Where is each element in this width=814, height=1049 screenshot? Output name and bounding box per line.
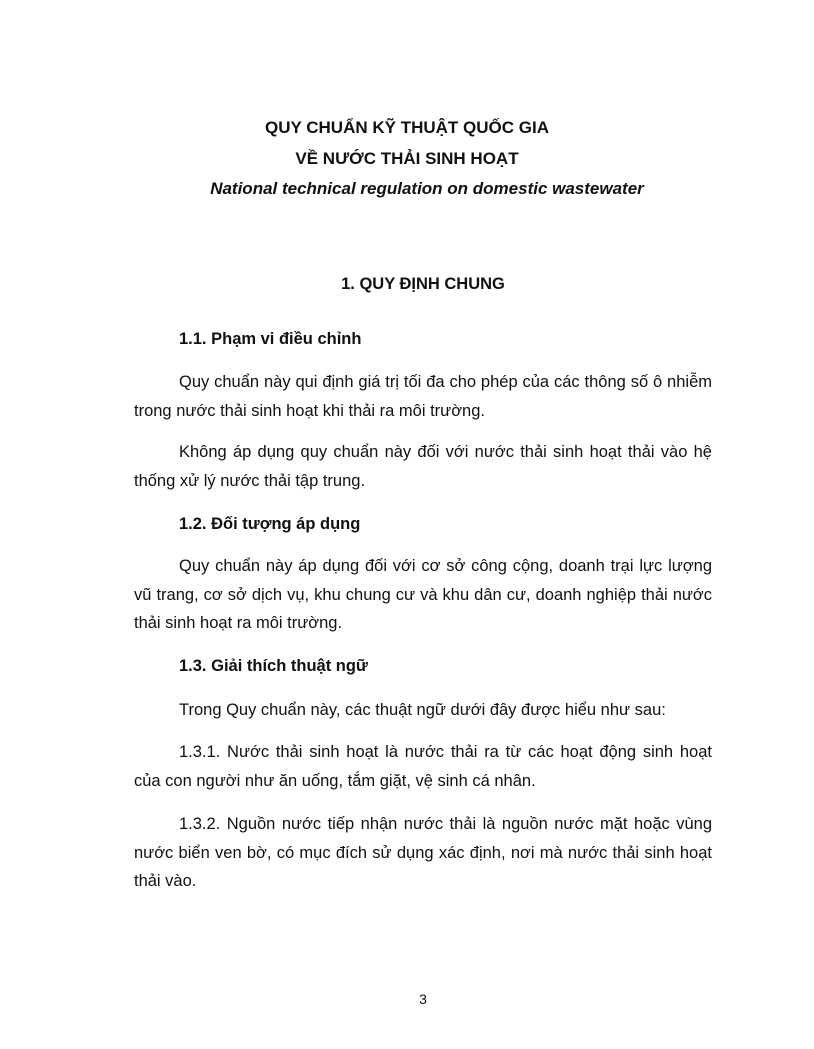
document-title-line2: VỀ NƯỚC THẢI SINH HOẠT [295, 149, 519, 168]
paragraph-1-1-a: Quy chuẩn này qui định giá trị tối đa cho phép của các thông số ô nhiễm trong nước thải sinh hoạt khi thải ra môi trường. [134, 373, 712, 420]
paragraph-1-2: Quy chuẩn này áp dụng đối với cơ sở công cộng, doanh trại lực lượng vũ trang, cơ sở dịch vụ, khu chung cư và khu dân cư, doanh nghiệp thải nước thải sinh hoạt ra môi trường. [134, 557, 712, 632]
page-number: 3 [419, 991, 427, 1007]
document-title-line1: QUY CHUẨN KỸ THUẬT QUỐC GIA [265, 118, 549, 137]
subsection-heading-1-1: 1.1. Phạm vi điều chỉnh [179, 330, 362, 348]
paragraph-1-1-b: Không áp dụng quy chuẩn này đối với nước thải sinh hoạt thải vào hệ thống xử lý nước thải tập trung. [134, 443, 712, 490]
paragraph-1-3-1: 1.3.1. Nước thải sinh hoạt là nước thải ra từ các hoạt động sinh hoạt của con người như ăn uống, tắm giặt, vệ sinh cá nhân. [134, 743, 712, 790]
paragraph-1-3-2: 1.3.2. Nguồn nước tiếp nhận nước thải là nguồn nước mặt hoặc vùng nước biển ven bờ, có mục đích sử dụng xác định, nơi mà nước thải sinh hoạt thải vào. [134, 815, 712, 890]
section-heading: 1. QUY ĐỊNH CHUNG [341, 275, 505, 293]
subsection-heading-1-3: 1.3. Giải thích thuật ngữ [179, 657, 368, 675]
subsection-heading-1-2: 1.2. Đối tượng áp dụng [179, 515, 361, 533]
paragraph-1-3-intro: Trong Quy chuẩn này, các thuật ngữ dưới đây được hiểu như sau: [179, 701, 666, 719]
document-title-english: National technical regulation on domestic wastewater [210, 179, 644, 198]
